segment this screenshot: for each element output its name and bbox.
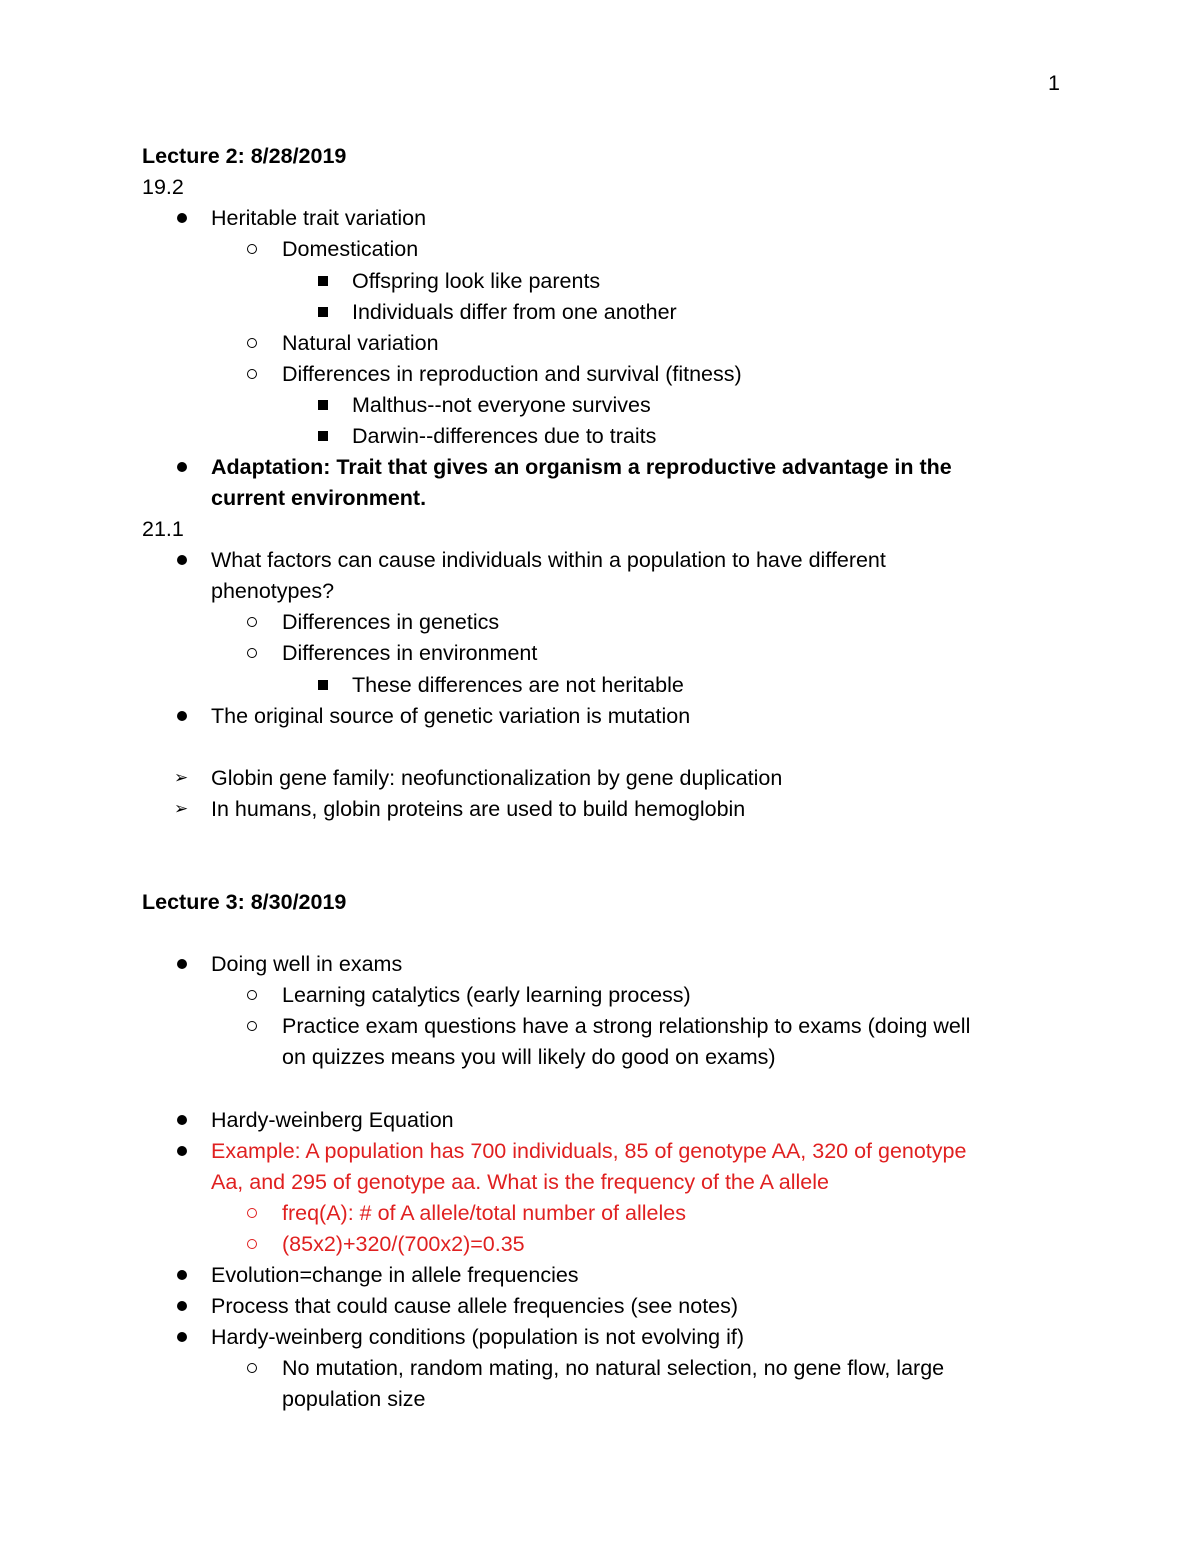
bullet-circle-icon	[247, 648, 257, 658]
list-item: What factors can cause individuals within a population to have different	[211, 548, 886, 572]
bullet-dot-icon	[177, 462, 187, 472]
bullet-dot-icon	[177, 1146, 187, 1156]
bullet-circle-icon	[247, 1363, 257, 1373]
bullet-square-icon	[318, 431, 328, 441]
list-item: In humans, globin proteins are used to build hemoglobin	[211, 797, 746, 821]
lecture-2-heading: Lecture 2: 8/28/2019	[142, 144, 347, 168]
bullet-dot-icon	[177, 959, 187, 969]
list-item: No mutation, random mating, no natural selection, no gene flow, large	[282, 1356, 945, 1380]
list-item-cont: on quizzes means you will likely do good on exams)	[282, 1045, 776, 1069]
list-item: Process that could cause allele frequencies (see notes)	[211, 1294, 739, 1318]
list-item: Domestication	[282, 237, 419, 261]
bullet-square-icon	[318, 400, 328, 410]
bullet-circle-icon	[247, 990, 257, 1000]
bullet-dot-icon	[177, 213, 187, 223]
adaptation-definition: Adaptation: Trait that gives an organism a reproductive advantage in the	[211, 455, 952, 479]
bullet-dot-icon	[177, 711, 187, 721]
bullet-circle-icon	[247, 1239, 257, 1249]
list-item: Natural variation	[282, 331, 439, 355]
list-item: Hardy-weinberg conditions (population is not evolving if)	[211, 1325, 745, 1349]
example-formula: freq(A): # of A allele/total number of alleles	[282, 1201, 686, 1225]
bullet-circle-icon	[247, 1208, 257, 1218]
lecture-3-heading: Lecture 3: 8/30/2019	[142, 890, 347, 914]
bullet-dot-icon	[177, 1270, 187, 1280]
list-item: The original source of genetic variation is mutation	[211, 704, 691, 728]
arrow-bullet-icon: ➢	[174, 768, 189, 787]
adaptation-definition-cont: current environment.	[211, 486, 427, 510]
example-problem-cont: Aa, and 295 of genotype aa. What is the frequency of the A allele	[211, 1170, 829, 1194]
list-item: Practice exam questions have a strong relationship to exams (doing well	[282, 1014, 971, 1038]
bullet-circle-icon	[247, 369, 257, 379]
example-problem: Example: A population has 700 individuals, 85 of genotype AA, 320 of genotype	[211, 1139, 967, 1163]
bullet-square-icon	[318, 307, 328, 317]
bullet-dot-icon	[177, 1115, 187, 1125]
list-item: Offspring look like parents	[352, 269, 601, 293]
list-item: Darwin--differences due to traits	[352, 424, 657, 448]
bullet-circle-icon	[247, 617, 257, 627]
bullet-square-icon	[318, 276, 328, 286]
list-item: Individuals differ from one another	[352, 300, 677, 324]
bullet-dot-icon	[177, 1301, 187, 1311]
list-item: These differences are not heritable	[352, 673, 684, 697]
example-calculation: (85x2)+320/(700x2)=0.35	[282, 1232, 525, 1256]
list-item: Evolution=change in allele frequencies	[211, 1263, 579, 1287]
bullet-circle-icon	[247, 1021, 257, 1031]
page-number: 1	[1048, 71, 1060, 95]
section-19-2: 19.2	[142, 175, 184, 199]
list-item: Heritable trait variation	[211, 206, 427, 230]
list-item: Differences in genetics	[282, 610, 500, 634]
arrow-bullet-icon: ➢	[174, 799, 189, 818]
list-item: Malthus--not everyone survives	[352, 393, 651, 417]
list-item: Globin gene family: neofunctionalization by gene duplication	[211, 766, 783, 790]
list-item-cont: phenotypes?	[211, 579, 335, 603]
list-item: Hardy-weinberg Equation	[211, 1108, 454, 1132]
bullet-circle-icon	[247, 244, 257, 254]
list-item: Differences in reproduction and survival (fitness)	[282, 362, 742, 386]
list-item: Doing well in exams	[211, 952, 403, 976]
bullet-dot-icon	[177, 555, 187, 565]
list-item: Differences in environment	[282, 641, 538, 665]
bullet-dot-icon	[177, 1332, 187, 1342]
bullet-circle-icon	[247, 338, 257, 348]
section-21-1: 21.1	[142, 517, 184, 541]
bullet-square-icon	[318, 680, 328, 690]
list-item-cont: population size	[282, 1387, 426, 1411]
list-item: Learning catalytics (early learning process)	[282, 983, 691, 1007]
